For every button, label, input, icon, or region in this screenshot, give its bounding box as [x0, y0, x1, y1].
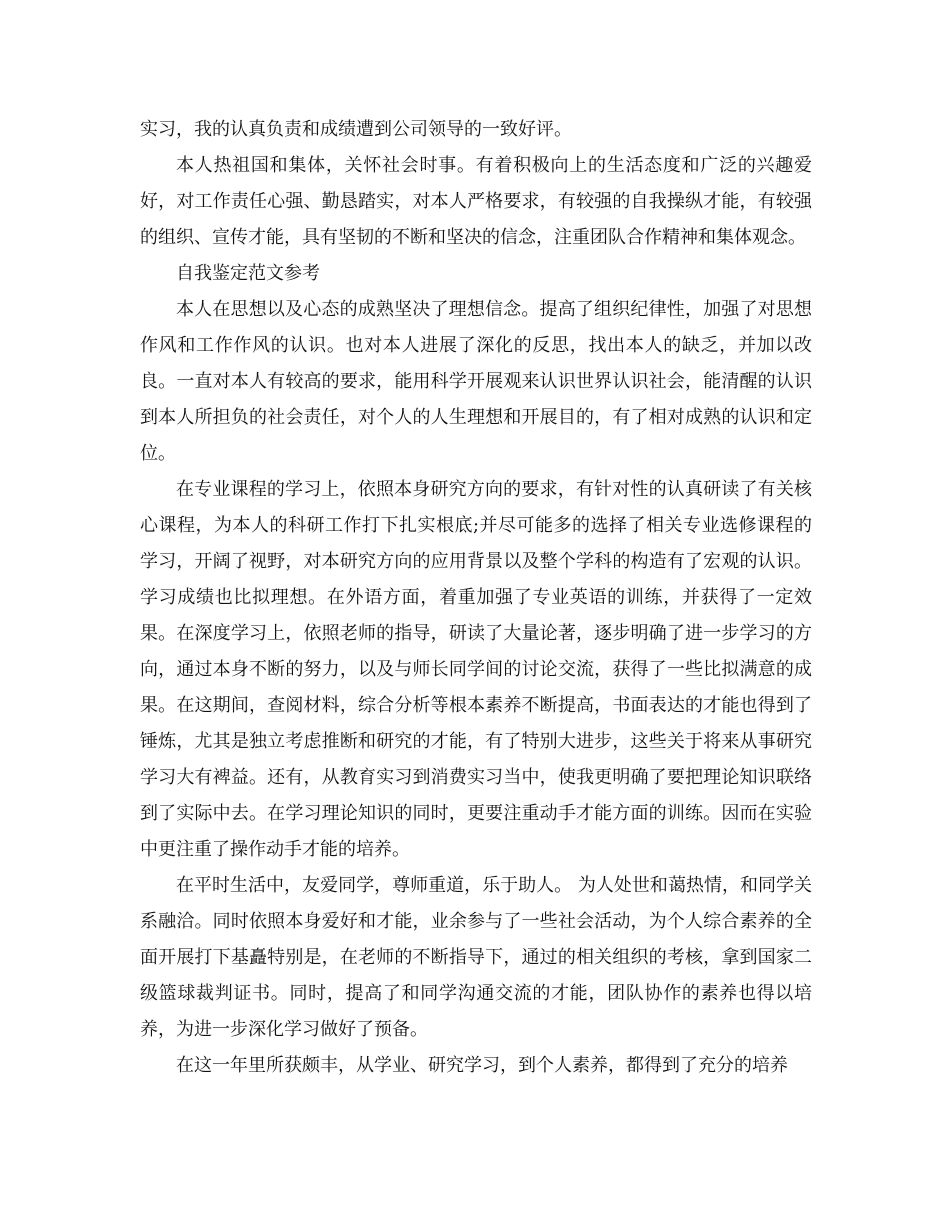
paragraph-personal-traits: 本人热祖国和集体，关怀社会时事。有着积极向上的生活态度和广泛的兴趣爱好，对工作责任心强、勤恳踏实，对本人严格要求，有较强的自我操纵才能，有较强的组织、宣传才能，具有坚韧的不断和坚决的信念，注重团队合作精神和集体观念。	[140, 155, 812, 248]
paragraph-daily-life: 在平时生活中，友爱同学，尊师重道，乐于助人。 为人处世和蔼热情，和同学关系融洽。同时依照本身爱好和才能，业余参与了一些社会活动，为个人综合素养的全面开展打下基矗特别是，在老师的不断指导下，通过的相关组织的考核，拿到国家二级篮球裁判证书。同时，提高了和同学沟通交流的才能，团队协作的素养也得以培养，为进一步深化学习做好了预备。	[140, 875, 812, 1040]
section-heading-self-evaluation: 自我鉴定范文参考	[176, 263, 320, 284]
paragraph-ideology: 本人在思想以及心态的成熟坚决了理想信念。提高了组织纪律性，加强了对思想作风和工作作风的认识。也对本人进展了深化的反思，找出本人的缺乏，并加以改良。一直对本人有较高的要求，能用科学开展观来认识世界认识社会，能清醒的认识到本人所担负的社会责任，对个人的人生理想和开展目的，有了相对成熟的认识和定位。	[140, 299, 812, 464]
document-page	[140, 112, 812, 1084]
paragraph-year-summary: 在这一年里所获颇丰，从学业、研究学习，到个人素养，都得到了充分的培养	[176, 1055, 788, 1076]
paragraph-internship-praise: 实习，我的认真负责和成绩遭到公司领导的一致好评。	[140, 119, 572, 140]
paragraph-academic-study: 在专业课程的学习上，依照本身研究方向的要求，有针对性的认真研读了有关核心课程，为本人的科研工作打下扎实根底;并尽可能多的选择了相关专业选修课程的学习，开阔了视野，对本研究方向的应用背景以及整个学科的构造有了宏观的认识。学习成绩也比拟理想。在外语方面，着重加强了专业英语的训练，并获得了一定效果。在深度学习上，依照老师的指导，研读了大量论著，逐步明确了进一步学习的方向，通过本身不断的努力，以及与师长同学间的讨论交流，获得了一些比拟满意的成果。在这期间，查阅材料，综合分析等根本素养不断提高，书面表达的才能也得到了锤炼，尤其是独立考虑推断和研究的才能，有了特别大进步，这些关于将来从事研究学习大有裨益。还有，从教育实习到消费实习当中，使我更明确了要把理论知识联络到了实际中去。在学习理论知识的同时，更要注重动手才能方面的训练。因而在实验中更注重了操作动手才能的培养。	[140, 479, 812, 860]
